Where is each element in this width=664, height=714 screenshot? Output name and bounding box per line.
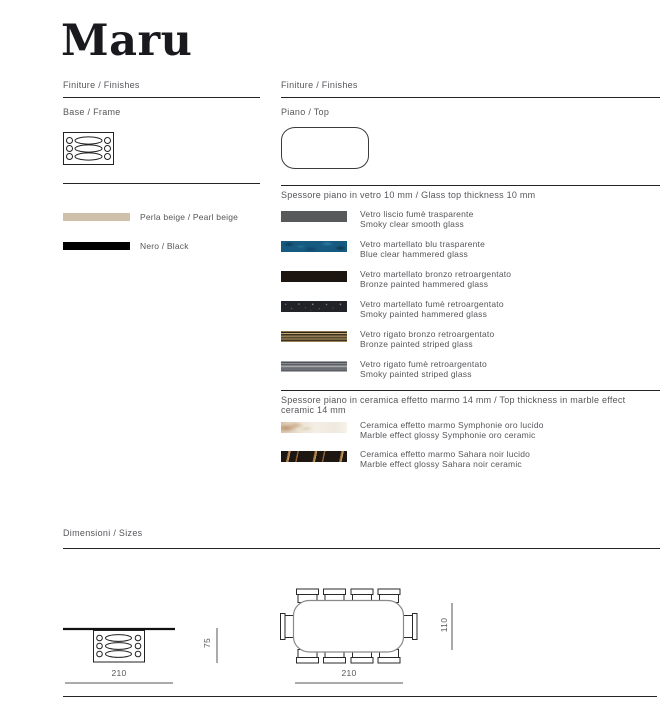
ceramic-section-header: Spessore piano in ceramica effetto marmo 14 mm / Top thickness in marble effect ceramic 14 mm: [281, 395, 626, 415]
finish-name-en: Bronze painted hammered glass: [360, 278, 489, 289]
table-top-outline: [281, 127, 369, 169]
left-finishes-rule: [63, 183, 260, 184]
vetro-martellato-bronzo-swatch: [281, 271, 347, 282]
finish-name-en: Smoky clear smooth glass: [360, 218, 465, 229]
ceramic-finish-row: [281, 421, 544, 440]
front-width-dimension: 210: [111, 668, 127, 678]
top-view-drawing: [280, 585, 460, 690]
frame-finish-row: [63, 241, 189, 251]
page-title: Maru: [61, 16, 193, 66]
top-width-dimension: 210: [341, 668, 357, 678]
ceramic-section-rule: [281, 390, 660, 391]
nero-swatch: [63, 242, 130, 250]
dimensions-section-rule: [63, 548, 660, 549]
frame-finish-label: Perla beige / Pearl beige: [140, 212, 239, 222]
vetro-rigato-fume-swatch: [281, 361, 347, 372]
finish-name-it: Vetro martellato bronzo retroargentato: [360, 269, 512, 279]
page-bottom-rule: [63, 696, 657, 697]
ceramica-sahara-noir-swatch: [281, 451, 347, 462]
finish-name-it: Vetro rigato bronzo retroargentato: [360, 329, 495, 339]
finish-name-en: Marble effect glossy Symphonie oro ceramic: [360, 429, 536, 440]
frame-finish-label: Nero / Black: [140, 241, 189, 251]
vetro-martellato-blu-swatch: [281, 241, 347, 252]
glass-finish-row: [281, 360, 487, 379]
front-view-drawing: [60, 619, 225, 689]
glass-finish-row: [281, 210, 474, 229]
finish-name-it: Vetro liscio fumè trasparente: [360, 209, 474, 219]
vetro-liscio-fume-swatch: [281, 211, 347, 222]
base-frame-subtitle: Base / Frame: [63, 107, 121, 117]
finish-name-en: Smoky painted striped glass: [360, 368, 472, 379]
perla-beige-swatch: [63, 213, 130, 221]
finish-name-it: Vetro martellato blu trasparente: [360, 239, 485, 249]
glass-section-header: Spessore piano in vetro 10 mm / Glass top thickness 10 mm: [281, 190, 536, 200]
glass-finish-row: [281, 300, 504, 319]
dimensions-section-title: Dimensioni / Sizes: [63, 528, 143, 538]
frame-finish-row: [63, 212, 238, 222]
glass-finish-row: [281, 270, 511, 289]
left-section-rule: [63, 97, 260, 98]
finish-name-en: Marble effect glossy Sahara noir ceramic: [360, 458, 522, 469]
ceramica-symphonie-oro-swatch: [281, 422, 347, 433]
finish-name-en: Bronze painted striped glass: [360, 338, 473, 349]
finish-name-it: Vetro rigato fumè retroargentato: [360, 359, 487, 369]
glass-section-rule: [281, 185, 660, 186]
piano-top-subtitle: Piano / Top: [281, 107, 330, 117]
right-section-rule: [281, 97, 660, 98]
table-outline: [294, 601, 404, 653]
finish-name-it: Ceramica effetto marmo Symphonie oro lucido: [360, 420, 544, 430]
vetro-rigato-bronzo-swatch: [281, 331, 347, 342]
base-frame-pattern-swatch: [63, 132, 114, 165]
glass-finish-row: [281, 330, 494, 349]
finish-name-en: Blue clear hammered glass: [360, 248, 468, 259]
ceramic-finish-row: [281, 450, 530, 469]
finish-name-en: Smoky painted hammered glass: [360, 308, 488, 319]
right-section-title: Finiture / Finishes: [281, 80, 358, 90]
left-section-title: Finiture / Finishes: [63, 80, 140, 90]
top-depth-dimension: 110: [439, 617, 449, 633]
finish-name-it: Vetro martellato fumè retroargentato: [360, 299, 504, 309]
finish-name-it: Ceramica effetto marmo Sahara noir lucido: [360, 449, 531, 459]
glass-finish-row: [281, 240, 485, 259]
vetro-martellato-fume-swatch: [281, 301, 347, 312]
front-height-dimension: 75: [202, 637, 212, 649]
